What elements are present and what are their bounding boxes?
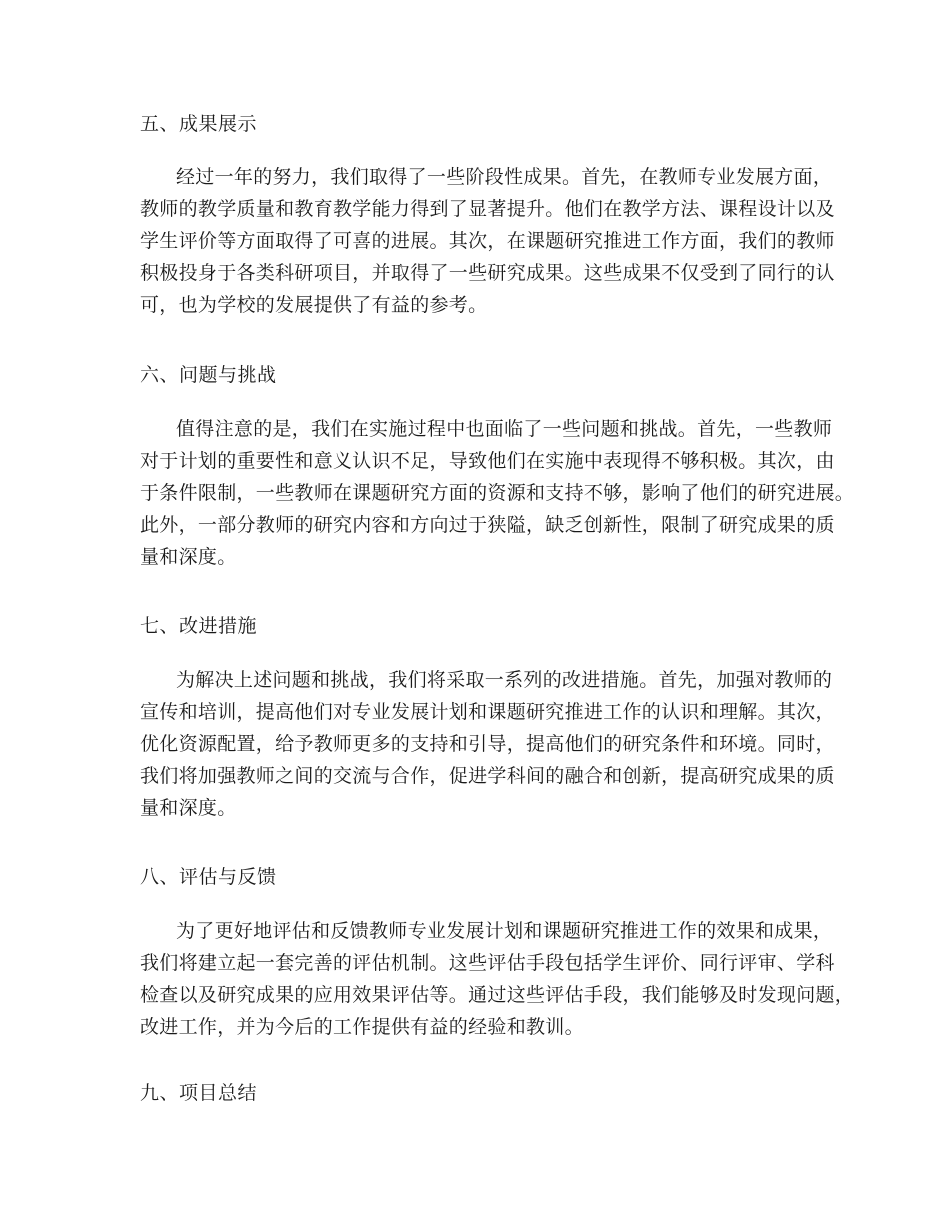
section-paragraph-6 <box>140 413 855 573</box>
paragraph-line: 量和深度。 <box>140 797 237 819</box>
paragraph-line: 可，也为学校的发展提供了有益的参考。 <box>140 294 488 316</box>
paragraph-line: 我们将建立起一套完善的评估机制。这些评估手段包括学生评价、同行评审、学科 <box>140 952 835 974</box>
section-paragraph-7 <box>140 664 835 824</box>
section-heading-8: 八、评估与反馈 <box>140 866 277 888</box>
section-heading-7: 七、改进措施 <box>140 615 258 637</box>
paragraph-line: 宣传和培训，提高他们对专业发展计划和课题研究推进工作的认识和理解。其次， <box>140 701 835 723</box>
paragraph-line: 为了更好地评估和反馈教师专业发展计划和课题研究推进工作的效果和成果， <box>176 920 833 942</box>
paragraph-line: 此外，一部分教师的研究内容和方向过于狭隘，缺乏创新性，限制了研究成果的质 <box>140 514 835 536</box>
section-heading-6: 六、问题与挑战 <box>140 364 277 386</box>
paragraph-line: 学生评价等方面取得了可喜的进展。其次，在课题研究推进工作方面，我们的教师 <box>140 230 835 252</box>
section-paragraph-5 <box>140 161 835 321</box>
paragraph-line: 值得注意的是，我们在实施过程中也面临了一些问题和挑战。首先，一些教师 <box>176 418 833 440</box>
section-heading-5: 五、成果展示 <box>140 113 258 135</box>
paragraph-line: 优化资源配置，给予教师更多的支持和引导，提高他们的研究条件和环境。同时， <box>140 733 835 755</box>
section-heading-9: 九、项目总结 <box>140 1082 258 1104</box>
paragraph-line: 教师的教学质量和教育教学能力得到了显著提升。他们在教学方法、课程设计以及 <box>140 198 835 220</box>
paragraph-line: 改进工作，并为今后的工作提供有益的经验和教训。 <box>140 1016 584 1038</box>
paragraph-line: 为解决上述问题和挑战，我们将采取一系列的改进措施。首先，加强对教师的 <box>176 669 833 691</box>
section-paragraph-8 <box>140 915 855 1043</box>
paragraph-line: 检查以及研究成果的应用效果评估等。通过这些评估手段，我们能够及时发现问题， <box>140 984 855 1006</box>
paragraph-line: 经过一年的努力，我们取得了一些阶段性成果。首先，在教师专业发展方面， <box>176 166 833 188</box>
paragraph-line: 量和深度。 <box>140 546 237 568</box>
paragraph-line: 于条件限制，一些教师在课题研究方面的资源和支持不够，影响了他们的研究进展。 <box>140 482 855 504</box>
paragraph-line: 我们将加强教师之间的交流与合作，促进学科间的融合和创新，提高研究成果的质 <box>140 765 835 787</box>
paragraph-line: 对于计划的重要性和意义认识不足，导致他们在实施中表现得不够积极。其次，由 <box>140 450 835 472</box>
paragraph-line: 积极投身于各类科研项目，并取得了一些研究成果。这些成果不仅受到了同行的认 <box>140 262 835 284</box>
